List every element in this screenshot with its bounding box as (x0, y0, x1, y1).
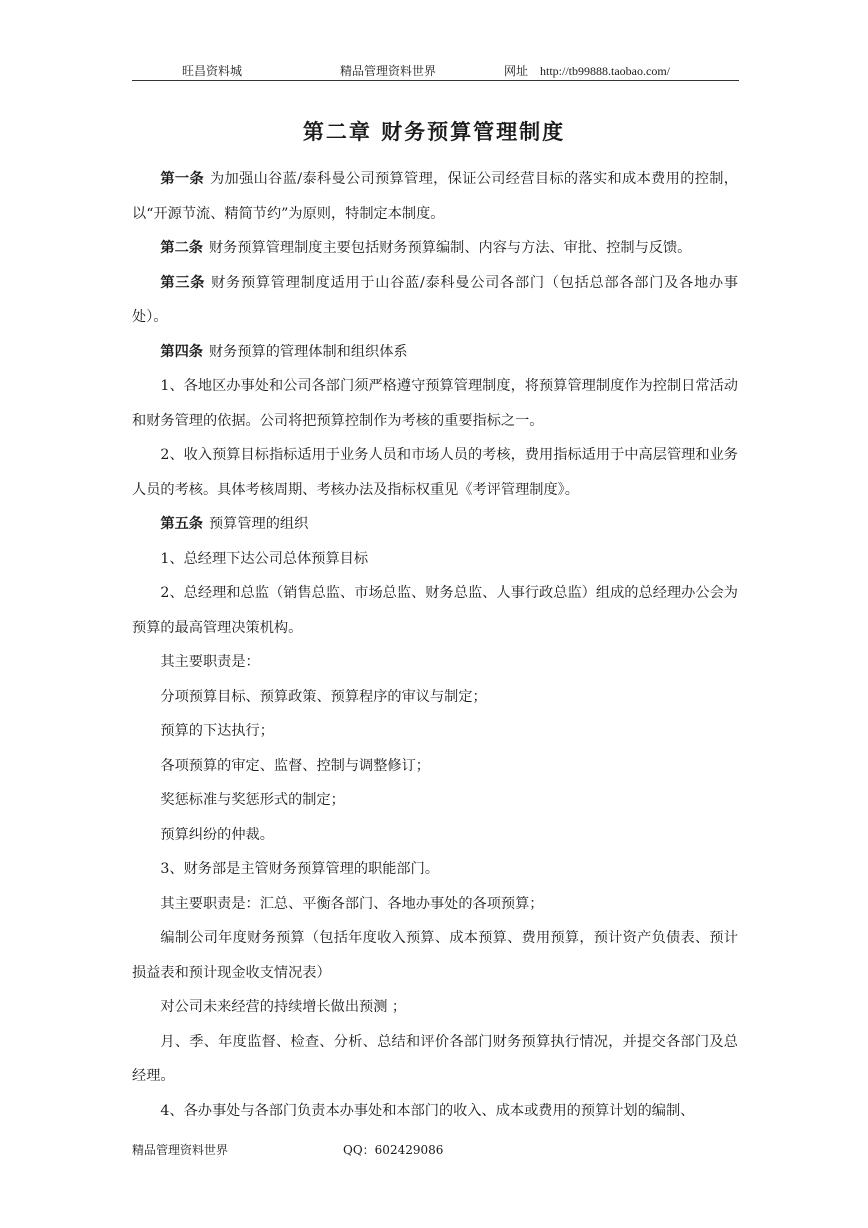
paragraph (132, 990, 738, 1025)
paragraph (132, 749, 738, 784)
paragraph (132, 576, 738, 645)
header-url-block (504, 62, 670, 79)
paragraph (132, 783, 738, 818)
paragraph-text: 为加强山谷蓝/泰科曼公司预算管理，保证公司经营目标的落实和成本费用的控制，以“开源节流、精简节约”为原则，特制定本制度。 (132, 171, 738, 222)
paragraph (132, 335, 738, 370)
paragraph-text: 编制公司年度财务预算（包括年度收入预算、成本预算、费用预算，预计资产负债表、预计损益表和预计现金收支情况表） (132, 930, 738, 981)
paragraph-text: 4、各办事处与各部门负责本办事处和本部门的收入、成本或费用的预算计划的编制、 (160, 1102, 695, 1119)
paragraph (132, 818, 738, 853)
paragraph-text: 财务预算的管理体制和组织体系 (208, 343, 408, 360)
article-number: 第一条 (160, 171, 204, 187)
paragraph (132, 542, 738, 577)
paragraph-text: 财务预算管理制度主要包括财务预算编制、内容与方法、审批、控制与反馈。 (208, 240, 692, 256)
paragraph-text: 各项预算的审定、监督、控制与调整修订； (160, 757, 430, 774)
paragraph-text: 预算纠纷的仲裁。 (160, 826, 274, 843)
article-number: 第三条 (160, 274, 206, 291)
chapter-title: 第二章 财务预算管理制度 (302, 119, 566, 144)
paragraph (132, 887, 738, 922)
paragraph (132, 369, 738, 438)
header-url-label: 网址 (504, 64, 529, 78)
paragraph-text: 财务预算管理制度适用于山谷蓝/泰科曼公司各部门（包括总部各部门及各地办事处）。 (132, 274, 738, 325)
footer-site-name: 精品管理资料世界 (132, 1143, 229, 1157)
paragraph-text: 分项预算目标、预算政策、预算程序的审议与制定； (160, 688, 487, 705)
article-number: 第四条 (160, 343, 203, 360)
paragraph-text: 奖惩标准与奖惩形式的制定； (160, 792, 345, 808)
paragraph (132, 714, 738, 749)
header-url[interactable]: http://tb99888.taobao.com/ (540, 64, 670, 78)
paragraph-text: 2、总经理和总监（销售总监、市场总监、财务总监、人事行政总监）组成的总经理办公会为预算的最高管理决策机构。 (132, 585, 738, 636)
paragraph (132, 921, 738, 990)
paragraph (132, 680, 738, 715)
paragraph (132, 852, 738, 887)
paragraph-text: 1、总经理下达公司总体预算目标 (160, 550, 369, 567)
page-footer (132, 1141, 444, 1158)
paragraph (132, 162, 738, 231)
article-number: 第二条 (160, 240, 203, 256)
paragraph (132, 266, 738, 335)
paragraph-text: 其主要职责是：汇总、平衡各部门、各地办事处的各项预算； (160, 895, 544, 912)
header-shop-name: 旺昌资料城 (182, 64, 243, 78)
paragraph (132, 645, 738, 680)
article-number: 第五条 (160, 516, 203, 532)
paragraph (132, 231, 738, 266)
page-header (132, 58, 739, 81)
paragraph (132, 1094, 738, 1129)
header-site-name: 精品管理资料世界 (340, 64, 437, 78)
paragraph (132, 1025, 738, 1094)
paragraph-text: 月、季、年度监督、检查、分析、总结和评价各部门财务预算执行情况，并提交各部门及总经理。 (132, 1033, 738, 1084)
paragraph-text: 预算管理的组织 (208, 516, 309, 532)
document-body (132, 162, 738, 1128)
paragraph-text: 对公司未来经营的持续增长做出预测 ； (160, 999, 407, 1015)
paragraph (132, 438, 738, 507)
footer-qq: QQ：602429086 (343, 1143, 444, 1157)
paragraph-text: 3、财务部是主管财务预算管理的职能部门。 (160, 861, 439, 877)
paragraph-text: 2、收入预算目标指标适用于业务人员和市场人员的考核，费用指标适用于中高层管理和业务人员的考核。具体考核周期、考核办法及指标权重见《考评管理制度》。 (132, 447, 738, 498)
paragraph (132, 507, 738, 542)
paragraph-text: 预算的下达执行； (160, 723, 274, 739)
paragraph-text: 其主要职责是： (160, 654, 260, 670)
paragraph-text: 1、各地区办事处和公司各部门须严格遵守预算管理制度，将预算管理制度作为控制日常活动和财务管理的依据。公司将把预算控制作为考核的重要指标之一。 (132, 378, 738, 429)
